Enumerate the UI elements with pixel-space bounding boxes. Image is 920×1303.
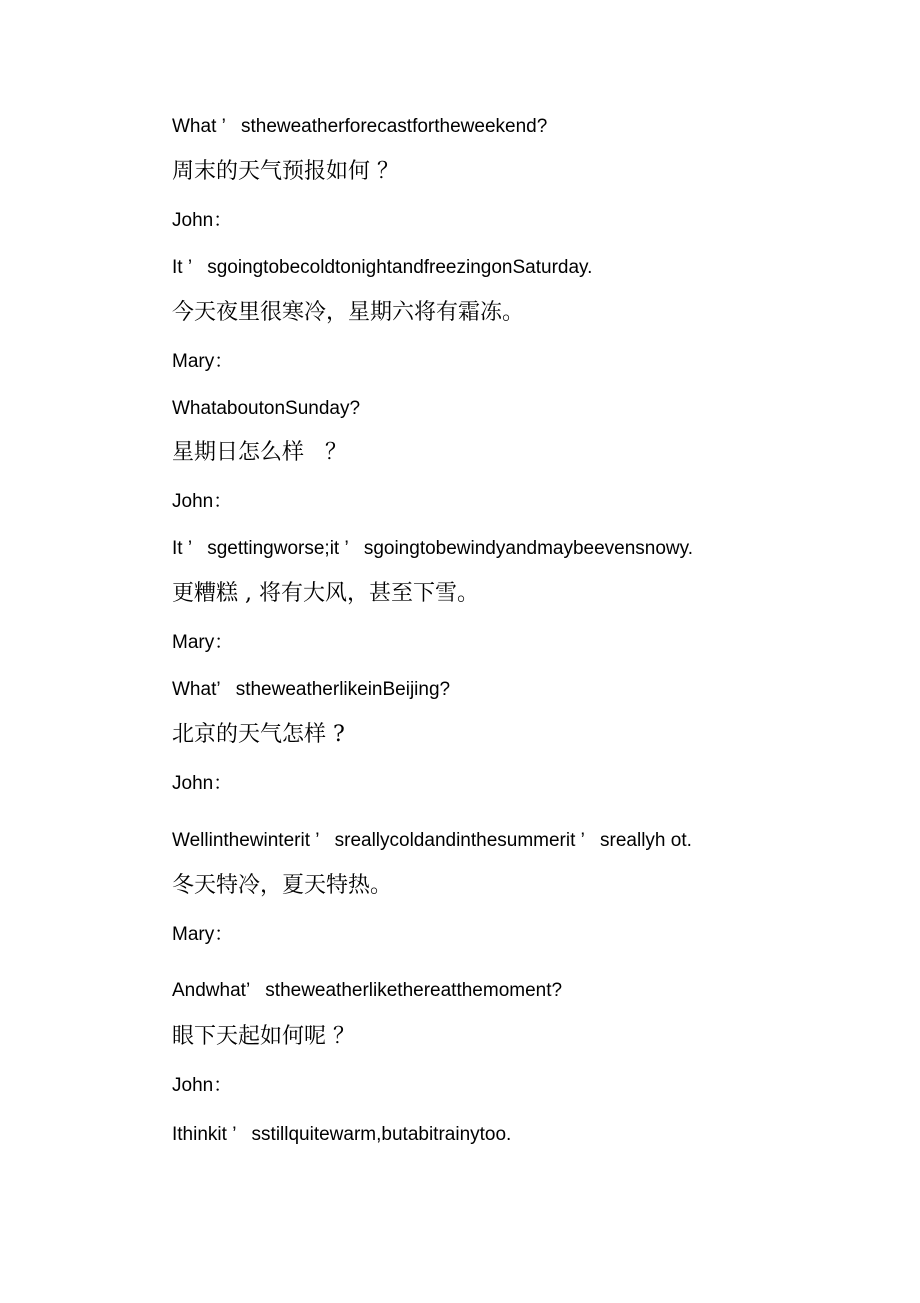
- english-line: What ’ stheweatherforecastfortheweekend?: [172, 116, 548, 137]
- chinese-translation: 星期日怎么样 ？: [172, 440, 347, 465]
- english-line: What’ stheweatherlikeinBeijing?: [172, 679, 451, 700]
- chinese-translation: 周末的天气预报如何 ？: [172, 159, 399, 184]
- english-line: It ’ sgettingworse;it ’ sgoingtobewindyandmaybeevensnowy.: [172, 538, 694, 559]
- chinese-translation: 更糟糕 , 将有大风，甚至下雪。: [172, 581, 479, 606]
- speaker-label: Mary：: [172, 924, 234, 945]
- chinese-translation: 冬天特冷，夏天特热。: [172, 873, 393, 898]
- speaker-label: Mary：: [172, 351, 234, 372]
- chinese-translation: 北京的天气怎样 ?: [172, 722, 345, 747]
- english-line: Ithinkit ’ sstillquitewarm,butabitrainytoo.: [172, 1124, 512, 1145]
- speaker-label: John：: [172, 210, 233, 231]
- english-line: It ’ sgoingtobecoldtonightandfreezingonSaturday.: [172, 257, 593, 278]
- chinese-translation: 今天夜里很寒冷，星期六将有霜冻。: [172, 300, 525, 325]
- speaker-label: John：: [172, 773, 233, 794]
- english-line: Wellinthewinterit ’ sreallycoldandinthesummerit ’ sreallyh ot.: [172, 830, 692, 851]
- speaker-label: John：: [172, 1075, 233, 1096]
- chinese-translation: 眼下天起如何呢 ？: [172, 1024, 355, 1049]
- english-line: Andwhat’ stheweatherlikethereatthemoment?: [172, 980, 563, 1001]
- speaker-label: John：: [172, 491, 233, 512]
- english-line: WhataboutonSunday?: [172, 398, 361, 419]
- speaker-label: Mary：: [172, 632, 234, 653]
